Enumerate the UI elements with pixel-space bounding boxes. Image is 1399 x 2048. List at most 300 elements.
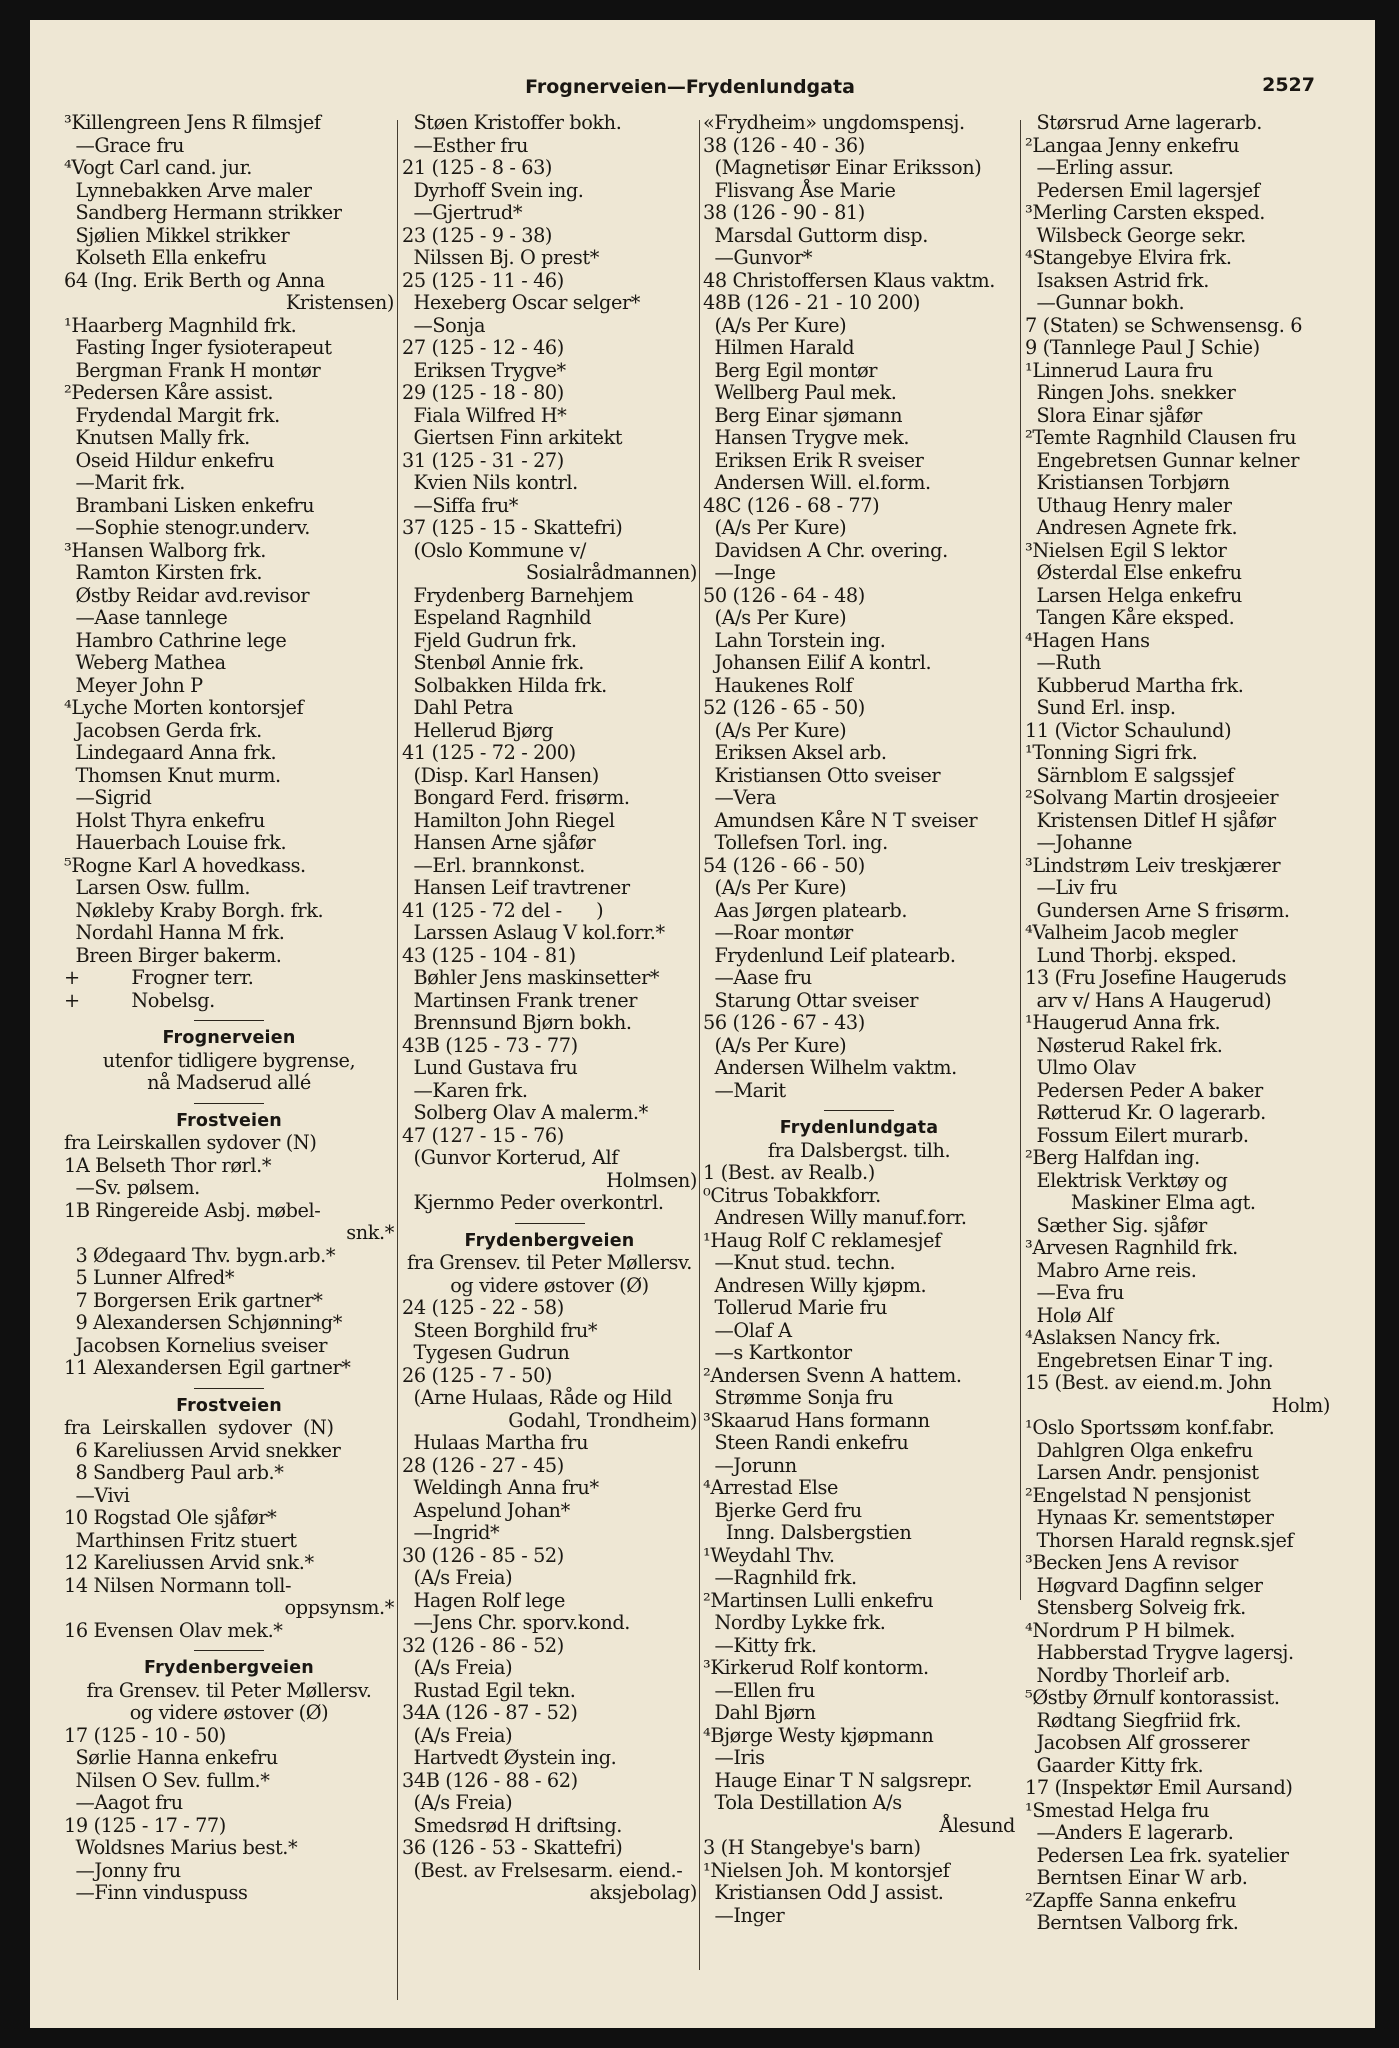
directory-entry: —Gjertrud* — [402, 201, 523, 224]
street-heading: Frydenlundgata — [779, 1118, 939, 1138]
directory-entry: Lynnebakken Arve maler — [64, 178, 312, 202]
directory-entry: Sund Erl. insp. — [1025, 696, 1176, 719]
directory-entry: ²Temte Ragnhild Clausen fru — [1025, 426, 1297, 449]
directory-entry: Hambro Cathrine lege — [64, 628, 287, 652]
directory-entry: 34B (126 - 88 - 62) — [402, 1768, 578, 1792]
directory-entry: Amundsen Kåre N T sveiser — [703, 808, 978, 832]
directory-entry: Andresen Willy kjøpm. — [703, 1273, 927, 1297]
directory-entry: (A/s Per Kure) — [703, 516, 847, 539]
directory-entry: Frydenberg Barnehjem — [402, 583, 634, 607]
directory-entry: 14 Nilsen Normann toll- — [64, 1573, 292, 1597]
directory-column-1 — [64, 112, 394, 1992]
directory-entry: —Gunnar bokh. — [1025, 291, 1185, 314]
directory-entry: ¹Haarberg Magnhild frk. — [64, 313, 297, 337]
directory-entry: Kristiansen Otto sveiser — [703, 763, 941, 787]
directory-entry: (Magnetisør Einar Eriksson) — [703, 156, 982, 179]
directory-entry: —Sigrid — [64, 786, 152, 809]
directory-entry: 28 (126 - 27 - 45) — [402, 1453, 564, 1477]
directory-entry: Brambani Lisken enkefru — [64, 493, 315, 517]
directory-entry: ⁴Aslaksen Nancy frk. — [1025, 1326, 1221, 1349]
directory-entry: Knutsen Mally frk. — [64, 426, 250, 449]
section-divider — [194, 1020, 264, 1021]
directory-entry: Dyrhoff Svein ing. — [402, 178, 584, 202]
directory-entry: Støen Kristoffer bokh. — [402, 112, 622, 134]
directory-entry: Eriksen Erik R sveiser — [703, 448, 924, 472]
directory-entry: —Karen frk. — [402, 1078, 528, 1102]
directory-entry: Pedersen Emil lagersjef — [1025, 178, 1260, 202]
directory-entry: Steen Borghild fru* — [402, 1318, 598, 1342]
directory-entry: Størsrud Arne lagerarb. — [1025, 112, 1262, 134]
directory-entry: Østerdal Else enkefru — [1025, 561, 1242, 584]
directory-entry: ³Skaarud Hans formann — [703, 1408, 930, 1432]
directory-entry: Hynaas Kr. sementstøper — [1025, 1506, 1274, 1529]
directory-entry: —Ragnhild frk. — [703, 1566, 857, 1589]
directory-entry: Breen Birger bakerm. — [64, 943, 282, 967]
directory-entry: Hartvedt Øystein ing. — [402, 1746, 617, 1769]
directory-entry: Bjerke Gerd fru — [703, 1498, 862, 1522]
directory-entry: Tangen Kåre eksped. — [1025, 606, 1235, 629]
directory-entry: 17 (Inspektør Emil Aursand) — [1025, 1776, 1293, 1799]
directory-entry: Larsen Osw. fullm. — [64, 876, 251, 899]
directory-entry: ³Kirkerud Rolf kontorm. — [703, 1656, 929, 1679]
directory-entry: Kubberud Martha frk. — [1025, 673, 1244, 697]
directory-entry: —Vera — [703, 786, 777, 809]
directory-entry: 48C (126 - 68 - 77) — [703, 493, 880, 517]
directory-entry: 38 (126 - 40 - 36) — [703, 133, 865, 157]
directory-entry: 19 (125 - 17 - 77) — [64, 1813, 226, 1837]
directory-entry: Hulaas Martha fru — [402, 1431, 589, 1454]
directory-entry: ²Berg Halfdan ing. — [1025, 1146, 1200, 1169]
directory-entry: Holmsen) — [606, 1168, 697, 1192]
directory-entry: ¹Tonning Sigri frk. — [1025, 741, 1198, 764]
directory-entry: fra Leirskallen sydover (N) — [64, 1131, 317, 1154]
directory-entry: Jacobsen Gerda frk. — [64, 718, 262, 742]
directory-entry: 25 (125 - 11 - 46) — [402, 268, 564, 292]
directory-entry: —Aase tannlege — [64, 606, 228, 629]
directory-entry: Bongard Ferd. frisørm. — [402, 786, 630, 809]
directory-entry: Marsdal Guttorm disp. — [703, 223, 928, 247]
directory-entry: —Sonja — [402, 313, 486, 337]
directory-entry: (A/s Per Kure) — [703, 313, 847, 337]
directory-entry: 29 (125 - 18 - 80) — [402, 381, 564, 404]
directory-entry: Frydenlund Leif platearb. — [703, 943, 956, 967]
directory-entry: fra Grensev. til Peter Møllersv. — [407, 1251, 692, 1274]
directory-entry: 15 (Best. av eiend.m. John — [1025, 1371, 1272, 1394]
directory-entry: ¹Weydahl Thv. — [703, 1543, 835, 1567]
column-divider — [397, 120, 398, 2000]
directory-entry: Andersen Will. el.form. — [703, 471, 931, 494]
directory-entry: Kristensen Ditlef H sjåfør — [1025, 808, 1276, 832]
directory-entry: 1 (Best. av Realb.) — [703, 1161, 875, 1184]
directory-entry: ²Engelstad N pensjonist — [1025, 1483, 1251, 1507]
directory-entry: 27 (125 - 12 - 46) — [402, 336, 564, 359]
directory-entry: 23 (125 - 9 - 38) — [402, 223, 553, 247]
directory-entry: —Siffa fru* — [402, 493, 519, 517]
directory-entry: 34A (126 - 87 - 52) — [402, 1701, 578, 1724]
directory-entry: (A/s Freia) — [402, 1656, 513, 1679]
directory-entry: ²Solvang Martin drosjeeier — [1025, 786, 1279, 809]
directory-entry: 13 (Fru Josefine Haugeruds — [1025, 966, 1287, 989]
directory-entry: Berntsen Valborg frk. — [1025, 1911, 1239, 1934]
directory-entry: —Inge — [703, 561, 776, 584]
directory-entry: Aas Jørgen platearb. — [703, 898, 908, 922]
directory-entry: Nordby Lykke frk. — [703, 1611, 886, 1634]
directory-entry: —s Kartkontor — [703, 1341, 852, 1364]
directory-entry: Nordahl Hanna M frk. — [64, 921, 285, 944]
directory-entry: Sjølien Mikkel strikker — [64, 223, 290, 247]
directory-entry: Bøhler Jens maskinsetter* — [402, 966, 660, 989]
directory-entry: nå Madserud allé — [147, 1071, 311, 1094]
directory-entry: 7 Borgersen Erik gartner* — [64, 1288, 323, 1312]
directory-entry: Marthinsen Fritz stuert — [64, 1528, 297, 1552]
directory-entry: Aspelund Johan* — [402, 1498, 570, 1522]
directory-entry: ⁴Nordrum P H bilmek. — [1025, 1618, 1236, 1642]
directory-entry: —Aagot fru — [64, 1791, 183, 1814]
directory-entry: oppsynsm.* — [284, 1596, 394, 1619]
directory-entry: ⁰Citrus Tobakkforr. — [703, 1183, 881, 1207]
directory-entry: Andresen Agnete frk. — [1025, 516, 1238, 539]
directory-entry: (A/s Freia) — [402, 1791, 513, 1814]
directory-entry: Fiala Wilfred H* — [402, 403, 567, 427]
directory-entry: —Liv fru — [1025, 876, 1118, 899]
directory-entry: (Arne Hulaas, Råde og Hild — [402, 1386, 673, 1409]
directory-entry: fra Leirskallen sydover (N) — [64, 1416, 334, 1439]
street-heading: Frydenbergveien — [144, 1658, 314, 1678]
directory-entry: snk.* — [346, 1221, 394, 1244]
directory-entry: 11 Alexandersen Egil gartner* — [64, 1356, 351, 1379]
directory-entry: og videre østover (Ø) — [450, 1273, 649, 1297]
directory-entry: Stensberg Solveig frk. — [1025, 1596, 1246, 1619]
directory-entry: Tollefsen Torl. ing. — [703, 831, 888, 854]
directory-entry: 48B (126 - 21 - 10 200) — [703, 291, 921, 314]
directory-entry: —Eva fru — [1025, 1281, 1124, 1304]
directory-entry: Kolseth Ella enkefru — [64, 246, 267, 269]
directory-entry: Nilssen Bj. O prest* — [402, 246, 600, 269]
directory-entry: Pedersen Lea frk. syatelier — [1025, 1843, 1289, 1867]
directory-entry: Holø Alf — [1025, 1303, 1113, 1327]
directory-entry: Slora Einar sjåfør — [1025, 403, 1202, 427]
directory-entry: Røtterud Kr. O lagerarb. — [1025, 1101, 1266, 1124]
directory-entry: Särnblom E salgssjef — [1025, 763, 1234, 787]
directory-entry: Smedsrød H driftsing. — [402, 1813, 623, 1837]
directory-entry: Engebretsen Gunnar kelner — [1025, 448, 1300, 472]
directory-entry: Eriksen Aksel arb. — [703, 741, 887, 764]
directory-entry: —Marit frk. — [64, 471, 186, 494]
directory-entry: Fjeld Gudrun frk. — [402, 628, 577, 652]
directory-entry: (A/s Per Kure) — [703, 718, 847, 742]
directory-entry: Berntsen Einar W arb. — [1025, 1866, 1248, 1889]
directory-entry: aksjebolag) — [589, 1881, 697, 1904]
directory-entry: Steen Randi enkefru — [703, 1431, 909, 1454]
directory-entry: 1A Belseth Thor rørl.* — [64, 1153, 272, 1177]
directory-entry: —Jorunn — [703, 1453, 797, 1477]
directory-entry: —Ingrid* — [402, 1521, 500, 1544]
directory-entry: ⁴Lyche Morten kontorsjef — [64, 696, 304, 719]
directory-entry: Kristiansen Odd J assist. — [703, 1881, 944, 1904]
directory-entry: —Gunvor* — [703, 246, 813, 269]
directory-entry: Maskiner Elma agt. — [1025, 1191, 1256, 1214]
directory-entry: 32 (126 - 86 - 52) — [402, 1633, 564, 1657]
directory-entry: Thomsen Knut murm. — [64, 763, 281, 787]
directory-entry: ⁴Vogt Carl cand. jur. — [64, 156, 253, 179]
directory-entry: Habberstad Trygve lagersj. — [1025, 1641, 1294, 1664]
directory-entry: Lund Thorbj. eksped. — [1025, 943, 1237, 967]
directory-entry: Kristensen) — [285, 291, 394, 314]
directory-entry: ²Zapffe Sanna enkefru — [1025, 1888, 1237, 1912]
directory-entry: Kvien Nils kontrl. — [402, 471, 578, 494]
directory-entry: Lund Gustava fru — [402, 1056, 578, 1079]
directory-entry: Hauge Einar T N salgsrepr. — [703, 1768, 973, 1792]
directory-entry: Meyer John P — [64, 673, 203, 697]
directory-entry: Strømme Sonja fru — [703, 1386, 894, 1409]
directory-entry: Østby Reidar avd.revisor — [64, 583, 310, 607]
directory-entry: Elektrisk Verktøy og — [1025, 1168, 1228, 1192]
directory-entry: Inng. Dalsbergstien — [703, 1521, 912, 1544]
directory-entry: ³Nielsen Egil S lektor — [1025, 538, 1227, 562]
page-number: 2527 — [1262, 74, 1315, 96]
directory-entry: 3 Ødegaard Thv. bygn.arb.* — [64, 1243, 336, 1267]
page-header — [30, 72, 1375, 112]
directory-entry: Uthaug Henry maler — [1025, 493, 1232, 517]
section-divider — [194, 1650, 264, 1651]
page-title: Frognerveien—Frydenlundgata — [525, 76, 855, 98]
directory-entry: ¹Nielsen Joh. M kontorsjef — [703, 1858, 950, 1882]
directory-entry: Sæther Sig. sjåfør — [1025, 1213, 1207, 1237]
directory-entry: Nøsterud Rakel frk. — [1025, 1033, 1223, 1057]
directory-entry: 56 (126 - 67 - 43) — [703, 1011, 865, 1034]
directory-entry: —Sophie stenogr.underv. — [64, 516, 311, 539]
directory-entry: Tollerud Marie fru — [703, 1296, 888, 1319]
directory-entry: Hilmen Harald — [703, 336, 855, 359]
directory-entry: ⁴Stangebye Elvira frk. — [1025, 246, 1232, 269]
directory-entry: og videre østover (Ø) — [129, 1701, 329, 1724]
directory-entry: 11 (Victor Schaulund) — [1025, 718, 1232, 742]
directory-entry: (A/s Freia) — [402, 1723, 513, 1747]
directory-entry: fra Dalsbergst. tilh. — [767, 1138, 951, 1162]
directory-entry: 30 (126 - 85 - 52) — [402, 1543, 564, 1567]
directory-entry: —Johanne — [1025, 831, 1133, 854]
directory-entry: 6 Kareliussen Arvid snekker — [64, 1438, 341, 1462]
directory-entry: Hexeberg Oscar selger* — [402, 291, 641, 314]
directory-entry: ³Hansen Walborg frk. — [64, 538, 266, 562]
directory-entry: Kjernmo Peder overkontrl. — [402, 1191, 664, 1214]
column-divider — [699, 120, 700, 1970]
directory-entry: arv v/ Hans A Haugerud) — [1025, 988, 1272, 1012]
directory-entry: —Erling assur. — [1025, 156, 1174, 179]
directory-entry: Holm) — [1271, 1393, 1330, 1417]
directory-entry: 37 (125 - 15 - Skattefri) — [402, 516, 623, 539]
directory-column-4 — [1025, 112, 1330, 1992]
directory-entry: Rustad Egil tekn. — [402, 1678, 576, 1702]
directory-entry: «Frydheim» ungdomspensj. — [703, 112, 965, 134]
directory-entry: —Jens Chr. sporv.kond. — [402, 1611, 631, 1634]
directory-entry: Lahn Torstein ing. — [703, 628, 886, 652]
directory-entry: Dahl Bjørn — [703, 1701, 816, 1724]
directory-entry: ¹Haug Rolf C reklamesjef — [703, 1228, 941, 1252]
directory-entry: Hansen Arne sjåfør — [402, 831, 596, 854]
directory-entry: —Finn vinduspuss — [64, 1881, 248, 1904]
directory-entry: Giertsen Finn arkitekt — [402, 426, 623, 449]
directory-entry: Sosialrådmannen) — [525, 561, 697, 584]
directory-entry: 43B (125 - 73 - 77) — [402, 1033, 578, 1057]
directory-entry: Nøkleby Kraby Borgh. frk. — [64, 898, 324, 922]
directory-entry: Davidsen A Chr. overing. — [703, 538, 948, 562]
directory-entry: Frydendal Margit frk. — [64, 403, 280, 427]
directory-entry: —Iris — [703, 1746, 765, 1769]
directory-entry: ⁵Rogne Karl A hovedkass. — [64, 853, 306, 877]
directory-entry: ³Becken Jens A revisor — [1025, 1551, 1238, 1574]
directory-entry: 5 Lunner Alfred* — [64, 1266, 235, 1289]
directory-entry: 24 (125 - 22 - 58) — [402, 1296, 564, 1319]
directory-entry: Isaksen Astrid frk. — [1025, 268, 1209, 292]
directory-entry: (Best. av Frelsesarm. eiend.- — [402, 1858, 683, 1882]
directory-entry: Fasting Inger fysioterapeut — [64, 336, 332, 359]
street-heading: Frydenbergveien — [464, 1230, 635, 1251]
directory-entry: 38 (126 - 90 - 81) — [703, 201, 865, 224]
directory-entry: Hagen Rolf lege — [402, 1588, 565, 1612]
directory-entry: (Gunvor Korterud, Alf — [402, 1146, 618, 1169]
directory-page — [30, 20, 1375, 2028]
directory-entry: Brennsund Bjørn bokh. — [402, 1011, 632, 1034]
section-divider — [824, 1110, 894, 1111]
directory-entry: ¹Linnerud Laura fru — [1025, 358, 1213, 382]
directory-entry: Fossum Eilert murarb. — [1025, 1123, 1249, 1147]
directory-entry: utenfor tidligere bygrense, — [102, 1048, 356, 1072]
directory-entry: Sørlie Hanna enkefru — [64, 1746, 278, 1769]
directory-entry: Espeland Ragnhild — [402, 606, 592, 629]
directory-entry: Wilsbeck George sekr. — [1025, 223, 1246, 247]
directory-entry: ⁴Bjørge Westy kjøpmann — [703, 1723, 934, 1747]
street-heading: Frostveien — [176, 1110, 282, 1131]
directory-entry: —Erl. brannkonst. — [402, 853, 586, 877]
directory-entry: 41 (125 - 72 - 200) — [402, 741, 576, 764]
directory-entry: —Anders E lagerarb. — [1025, 1821, 1234, 1844]
directory-entry: 50 (126 - 64 - 48) — [703, 583, 865, 607]
directory-entry: Weldingh Anna fru* — [402, 1476, 599, 1499]
column-divider — [1020, 120, 1021, 1600]
directory-entry: Gundersen Arne S frisørm. — [1025, 898, 1290, 922]
directory-entry: Larssen Aslaug V kol.forr.* — [402, 921, 665, 944]
directory-entry: —Sv. pølsem. — [64, 1176, 200, 1199]
directory-entry: Holst Thyra enkefru — [64, 808, 265, 832]
directory-entry: Bergman Frank H montør — [64, 358, 321, 382]
directory-entry: ²Langaa Jenny enkefru — [1025, 133, 1240, 157]
directory-entry: Eriksen Trygve* — [402, 358, 566, 382]
directory-column-2 — [402, 112, 697, 1992]
directory-entry: Nordby Thorleif arb. — [1025, 1663, 1231, 1687]
directory-entry: —Knut stud. techn. — [703, 1251, 896, 1274]
directory-entry: —Roar montør — [703, 921, 853, 944]
directory-entry: ²Pedersen Kåre assist. — [64, 381, 274, 404]
directory-entry: ²Andersen Svenn A hattem. — [703, 1363, 962, 1387]
directory-entry: Starung Ottar sveiser — [703, 988, 919, 1012]
directory-entry: —Inger — [703, 1903, 785, 1927]
directory-entry: ³Arvesen Ragnhild frk. — [1025, 1236, 1238, 1259]
directory-entry: Rødtang Siegfriid frk. — [1025, 1708, 1242, 1732]
directory-entry: Thorsen Harald regnsk.sjef — [1025, 1528, 1294, 1552]
directory-entry: ¹Smestad Helga fru — [1025, 1798, 1210, 1822]
directory-entry: Tygesen Gudrun — [402, 1341, 570, 1364]
directory-entry: ¹Oslo Sportssøm konf.fabr. — [1025, 1416, 1275, 1439]
directory-entry: ³Lindstrøm Leiv treskjærer — [1025, 853, 1281, 877]
directory-entry: Ulmo Olav — [1025, 1056, 1136, 1079]
street-heading: Frostveien — [176, 1395, 282, 1416]
directory-entry: Hamilton John Riegel — [402, 808, 615, 832]
section-divider — [194, 1388, 264, 1389]
directory-entry: Engebretsen Einar T ing. — [1025, 1348, 1274, 1372]
directory-entry: 47 (127 - 15 - 76) — [402, 1123, 564, 1147]
directory-entry: Solbakken Hilda frk. — [402, 673, 607, 697]
directory-entry: Pedersen Peder A baker — [1025, 1078, 1263, 1102]
directory-entry: 26 (125 - 7 - 50) — [402, 1363, 553, 1387]
directory-entry: ³Killengreen Jens R filmsjef — [64, 112, 321, 134]
directory-entry: Berg Einar sjømann — [703, 403, 903, 427]
directory-entry: fra Grensev. til Peter Møllersv. — [86, 1678, 372, 1702]
directory-entry: Berg Egil montør — [703, 358, 878, 382]
directory-entry: —Marit — [703, 1078, 786, 1102]
directory-entry: 3 (H Stangebye's barn) — [703, 1836, 921, 1859]
directory-entry: Mabro Arne reis. — [1025, 1258, 1197, 1282]
directory-entry: 36 (126 - 53 - Skattefri) — [402, 1836, 623, 1859]
directory-entry: 1B Ringereide Asbj. møbel- — [64, 1198, 321, 1222]
directory-entry: (A/s Per Kure) — [703, 1033, 847, 1057]
directory-entry: Johansen Eilif A kontrl. — [703, 651, 932, 674]
section-divider — [515, 1223, 585, 1224]
directory-entry: ¹Haugerud Anna frk. — [1025, 1011, 1221, 1034]
directory-entry: Jacobsen Alf grosserer — [1025, 1731, 1250, 1754]
directory-entry: Kristiansen Torbjørn — [1025, 471, 1230, 494]
directory-entry: Larsen Helga enkefru — [1025, 583, 1242, 607]
directory-entry: 52 (126 - 65 - 50) — [703, 696, 865, 719]
directory-entry: Flisvang Åse Marie — [703, 178, 896, 202]
directory-entry: 48 Christoffersen Klaus vaktm. — [703, 268, 995, 292]
directory-entry: Oseid Hildur enkefru — [64, 448, 275, 472]
directory-entry: —Jonny fru — [64, 1858, 181, 1882]
directory-entry: Dahlgren Olga enkefru — [1025, 1438, 1253, 1462]
directory-entry: 21 (125 - 8 - 63) — [402, 156, 553, 179]
directory-entry: —Vivi — [64, 1483, 130, 1507]
directory-entry: Hansen Trygve mek. — [703, 426, 910, 449]
directory-entry: —Ellen fru — [703, 1678, 815, 1702]
directory-entry: 8 Sandberg Paul arb.* — [64, 1461, 284, 1484]
directory-entry: (Disp. Karl Hansen) — [402, 763, 599, 787]
directory-entry: Stenbøl Annie frk. — [402, 651, 584, 674]
directory-entry: ³Merling Carsten eksped. — [1025, 201, 1266, 224]
directory-entry: 43 (125 - 104 - 81) — [402, 943, 576, 967]
directory-entry: Hellerud Bjørg — [402, 718, 554, 742]
directory-entry: Wellberg Paul mek. — [703, 381, 897, 404]
directory-entry: + Nobelsg. — [64, 988, 215, 1012]
directory-entry: ²Martinsen Lulli enkefru — [703, 1588, 934, 1612]
directory-entry: Woldsnes Marius best.* — [64, 1836, 298, 1859]
directory-entry: Andersen Wilhelm vaktm. — [703, 1056, 957, 1079]
directory-entry: —Olaf A — [703, 1318, 792, 1342]
directory-entry: ⁴Hagen Hans — [1025, 628, 1150, 652]
directory-entry: —Aase fru — [703, 966, 812, 989]
directory-entry: ⁴Valheim Jacob megler — [1025, 921, 1238, 944]
section-divider — [194, 1103, 264, 1104]
directory-entry: (A/s Per Kure) — [703, 876, 847, 899]
directory-entry: Nilsen O Sev. fullm.* — [64, 1768, 270, 1792]
directory-entry: 54 (126 - 66 - 50) — [703, 853, 865, 877]
directory-entry: —Ruth — [1025, 651, 1101, 674]
directory-entry: 31 (125 - 31 - 27) — [402, 448, 564, 472]
directory-entry: Tola Destillation A/s — [703, 1791, 902, 1814]
directory-entry: 16 Evensen Olav mek.* — [64, 1618, 283, 1642]
directory-entry: (A/s Freia) — [402, 1566, 513, 1589]
directory-entry: Solberg Olav A malerm.* — [402, 1101, 648, 1124]
directory-entry: Lindegaard Anna frk. — [64, 741, 277, 764]
